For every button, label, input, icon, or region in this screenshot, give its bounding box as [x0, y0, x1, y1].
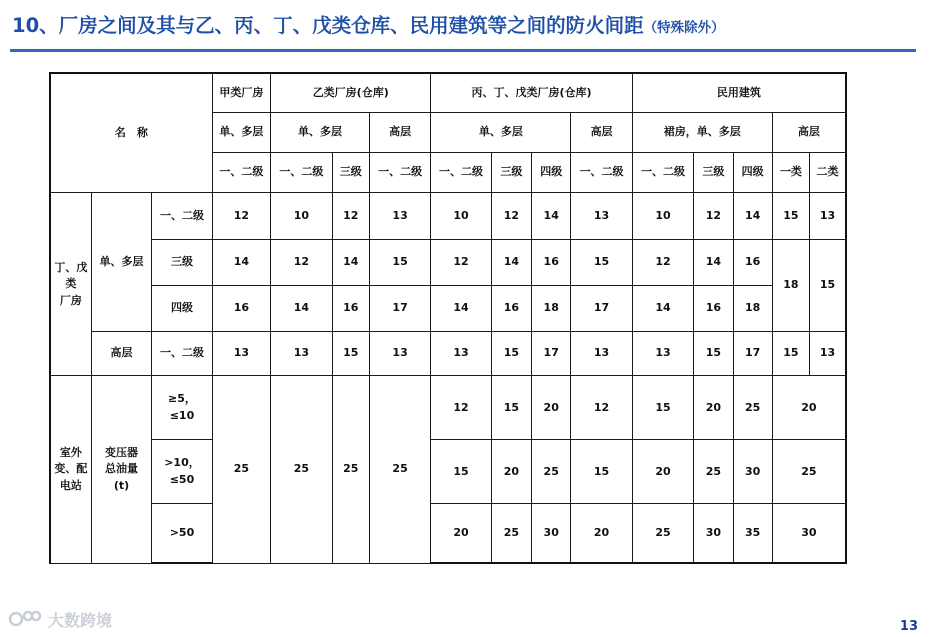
grade-header: 一、二级	[632, 152, 693, 193]
table-cell: 12	[571, 376, 632, 440]
grade-header: 三级	[491, 152, 531, 193]
oil-range-line: ≤10	[169, 408, 195, 422]
title-text: 10、厂房之间及其与乙、丙、丁、戊类仓库、民用建筑等之间的防火间距	[12, 14, 644, 37]
table-cell: 12	[212, 193, 270, 240]
title-note: （特殊除外）	[643, 20, 725, 36]
grade-header: 一、二级	[571, 152, 632, 193]
table-cell: 20	[532, 376, 571, 440]
merged-high-cell: 20	[772, 376, 846, 440]
grade-header: 四级	[532, 152, 571, 193]
table-cell: 17	[733, 331, 772, 376]
table-cell: 15	[369, 240, 430, 286]
factory-high-label: 高层	[91, 331, 151, 376]
table-cell: 20	[694, 376, 733, 440]
title-divider	[10, 49, 916, 52]
watermark-text: 大数跨境	[48, 610, 113, 630]
table-cell: 15	[332, 331, 369, 376]
table-cell: 15	[431, 440, 491, 504]
table-cell: 12	[431, 240, 491, 286]
table-cell: 13	[571, 331, 632, 376]
table-cell: 20	[632, 440, 693, 504]
merged-cell: 25	[369, 376, 430, 563]
station-label-line: 变、配	[54, 462, 88, 476]
table-cell: 13	[212, 331, 270, 376]
table-row	[50, 193, 846, 240]
merged-cell: 25	[212, 376, 270, 563]
table-cell: 14	[491, 240, 531, 286]
table-cell: 18	[532, 285, 571, 331]
table-cell: 13	[810, 331, 846, 376]
table-row	[50, 240, 846, 286]
watermark-logo-icon	[8, 607, 42, 631]
oil-label-line: 总油量	[105, 462, 139, 476]
grade-header: 一、二级	[271, 152, 332, 193]
table-cell: 20	[491, 440, 531, 504]
table-cell: 12	[271, 240, 332, 286]
table-cell: 13	[571, 193, 632, 240]
table-cell: 14	[271, 285, 332, 331]
table-cell: 20	[431, 504, 491, 563]
table-cell: 16	[212, 285, 270, 331]
table-row	[50, 376, 846, 440]
table-cell: 15	[772, 331, 809, 376]
table-cell: 25	[733, 376, 772, 440]
merged-cell: 25	[271, 376, 332, 563]
group-jia: 甲类厂房	[212, 73, 270, 113]
merged-cell: 25	[332, 376, 369, 563]
oil-label-line: 变压器	[105, 445, 139, 459]
table-cell: 10	[632, 193, 693, 240]
table-cell: 14	[212, 240, 270, 286]
row-grade: 一、二级	[152, 331, 212, 376]
sub-bing-high: 高层	[571, 113, 632, 153]
table-cell: 12	[694, 193, 733, 240]
factory-label-line: 类	[65, 277, 77, 291]
sub-min-high: 高层	[772, 113, 846, 153]
table-cell: 16	[532, 240, 571, 286]
table-cell: 12	[431, 376, 491, 440]
table-cell: 17	[571, 285, 632, 331]
table-cell: 16	[733, 240, 772, 286]
table-cell: 10	[271, 193, 332, 240]
table-cell: 13	[369, 193, 430, 240]
table-cell: 12	[332, 193, 369, 240]
grade-header: 三级	[694, 152, 733, 193]
factory-label-line: 丁、戊	[54, 260, 88, 274]
fire-spacing-table-container	[49, 72, 847, 564]
sub-yi-high: 高层	[369, 113, 430, 153]
grade-header: 三级	[332, 152, 369, 193]
row-grade: 三级	[152, 240, 212, 286]
sub-yi-multi: 单、多层	[271, 113, 370, 153]
oil-range	[152, 440, 212, 504]
sub-jia-multi: 单、多层	[212, 113, 270, 153]
table-cell: 30	[532, 504, 571, 563]
table-cell: 14	[632, 285, 693, 331]
station-section-label	[50, 376, 91, 563]
station-label-line: 室外	[59, 445, 82, 459]
row-grade: 四级	[152, 285, 212, 331]
oil-label-line: (t)	[113, 478, 130, 492]
merged-high-cell: 25	[772, 440, 846, 504]
name-header-cell	[50, 73, 212, 193]
merged-high-cell: 30	[772, 504, 846, 563]
table-cell: 12	[632, 240, 693, 286]
table-row	[50, 440, 846, 504]
oil-range-line: ≤50	[169, 472, 195, 486]
page-number: 13	[899, 619, 918, 634]
table-row	[50, 285, 846, 331]
table-cell: 16	[332, 285, 369, 331]
table-cell: 25	[694, 440, 733, 504]
row-grade: 一、二级	[152, 193, 212, 240]
factory-multi-label: 单、多层	[91, 193, 151, 331]
table-cell: 13	[632, 331, 693, 376]
oil-range-line: >10，	[164, 456, 200, 470]
sub-min-multi: 裙房，单、多层	[632, 113, 772, 153]
table-cell: 16	[491, 285, 531, 331]
table-cell: 25	[532, 440, 571, 504]
oil-range	[152, 376, 212, 440]
table-cell: 17	[369, 285, 430, 331]
table-cell: 13	[271, 331, 332, 376]
slide-title	[12, 8, 918, 44]
table-cell: 13	[810, 193, 846, 240]
table-cell: 13	[369, 331, 430, 376]
group-min: 民用建筑	[632, 73, 846, 113]
table-cell: 14	[332, 240, 369, 286]
table-row	[50, 504, 846, 563]
sub-bing-multi: 单、多层	[431, 113, 571, 153]
table-cell: 15	[491, 331, 531, 376]
table-cell: 14	[532, 193, 571, 240]
table-cell: 20	[571, 504, 632, 563]
oil-volume-label	[91, 376, 151, 563]
merged-cell-high-1: 18	[772, 240, 809, 331]
name-header: 名 称	[114, 125, 148, 139]
table-cell: 15	[772, 193, 809, 240]
table-cell: 14	[431, 285, 491, 331]
station-label-line: 电站	[59, 478, 82, 492]
table-cell: 18	[733, 285, 772, 331]
table-cell: 15	[694, 331, 733, 376]
table-cell: 14	[694, 240, 733, 286]
grade-header: 四级	[733, 152, 772, 193]
table-cell: 13	[431, 331, 491, 376]
table-cell: 25	[632, 504, 693, 563]
table-cell: 35	[733, 504, 772, 563]
table-cell: 10	[431, 193, 491, 240]
grade-header: 一类	[772, 152, 809, 193]
table-cell: 15	[491, 376, 531, 440]
table-cell: 17	[532, 331, 571, 376]
oil-range-line: >50	[169, 525, 195, 539]
table-cell: 30	[694, 504, 733, 563]
oil-range	[152, 504, 212, 563]
table-cell: 15	[632, 376, 693, 440]
grade-header: 二类	[810, 152, 846, 193]
watermark	[8, 605, 112, 633]
table-cell: 15	[571, 440, 632, 504]
factory-label-line: 厂房	[59, 293, 82, 307]
oil-range-line: ≥5，	[168, 392, 196, 406]
header-row-1	[50, 73, 846, 113]
table-cell: 25	[491, 504, 531, 563]
group-bing: 丙、丁、戊类厂房(仓库)	[431, 73, 632, 113]
table-cell: 14	[733, 193, 772, 240]
grade-header: 一、二级	[431, 152, 491, 193]
grade-header: 一、二级	[212, 152, 270, 193]
table-row	[50, 331, 846, 376]
merged-cell-high-2: 15	[810, 240, 846, 331]
table-cell: 30	[733, 440, 772, 504]
fire-spacing-table	[49, 72, 847, 564]
table-cell: 16	[694, 285, 733, 331]
table-cell: 15	[571, 240, 632, 286]
factory-section-label	[50, 193, 91, 376]
table-cell: 12	[491, 193, 531, 240]
group-yi: 乙类厂房(仓库)	[271, 73, 431, 113]
grade-header: 一、二级	[369, 152, 430, 193]
